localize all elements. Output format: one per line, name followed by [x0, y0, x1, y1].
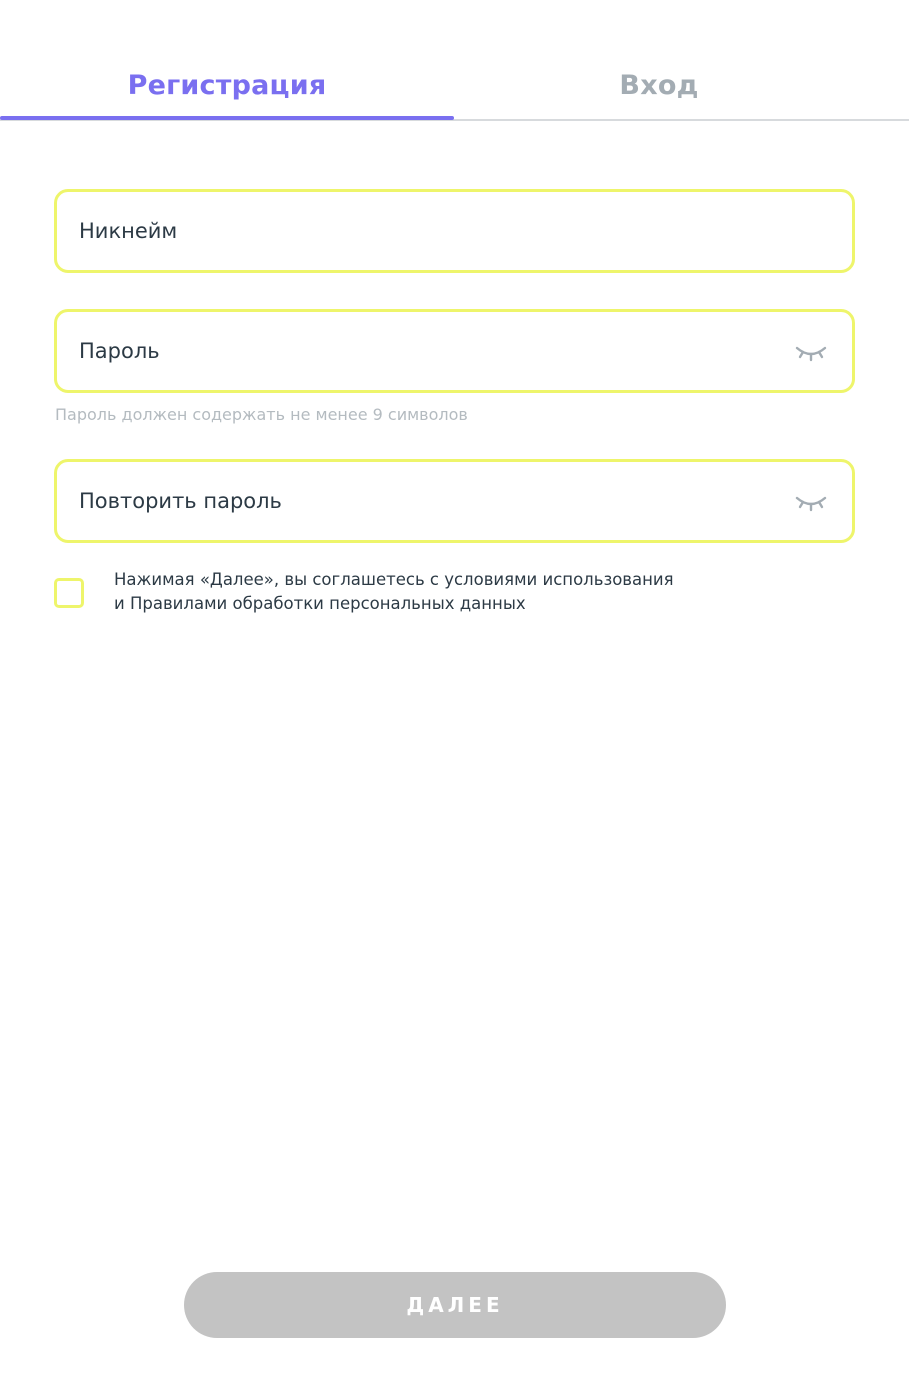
tab-registration[interactable]: Регистрация: [127, 70, 327, 101]
password-hint: Пароль должен содержать не менее 9 символов: [55, 405, 468, 424]
tab-login[interactable]: Вход: [619, 70, 699, 101]
nickname-field: [54, 189, 855, 273]
eye-closed-icon[interactable]: [794, 490, 828, 514]
repeat-password-field: [54, 459, 855, 543]
password-field: [54, 309, 855, 393]
active-tab-indicator: [0, 116, 454, 120]
auth-tabs: [0, 0, 909, 121]
eye-closed-icon[interactable]: [794, 340, 828, 364]
agreement-checkbox[interactable]: [54, 578, 84, 608]
password-input[interactable]: [79, 312, 779, 390]
next-button[interactable]: ДАЛЕЕ: [184, 1272, 726, 1338]
agreement-line-2: и Правилами обработки персональных данных: [114, 594, 526, 613]
repeat-password-input[interactable]: [79, 462, 779, 540]
agreement-line-1: Нажимая «Далее», вы соглашетесь с условиями использования: [114, 570, 674, 589]
nickname-input[interactable]: [79, 192, 779, 270]
agreement-text: [114, 568, 754, 616]
